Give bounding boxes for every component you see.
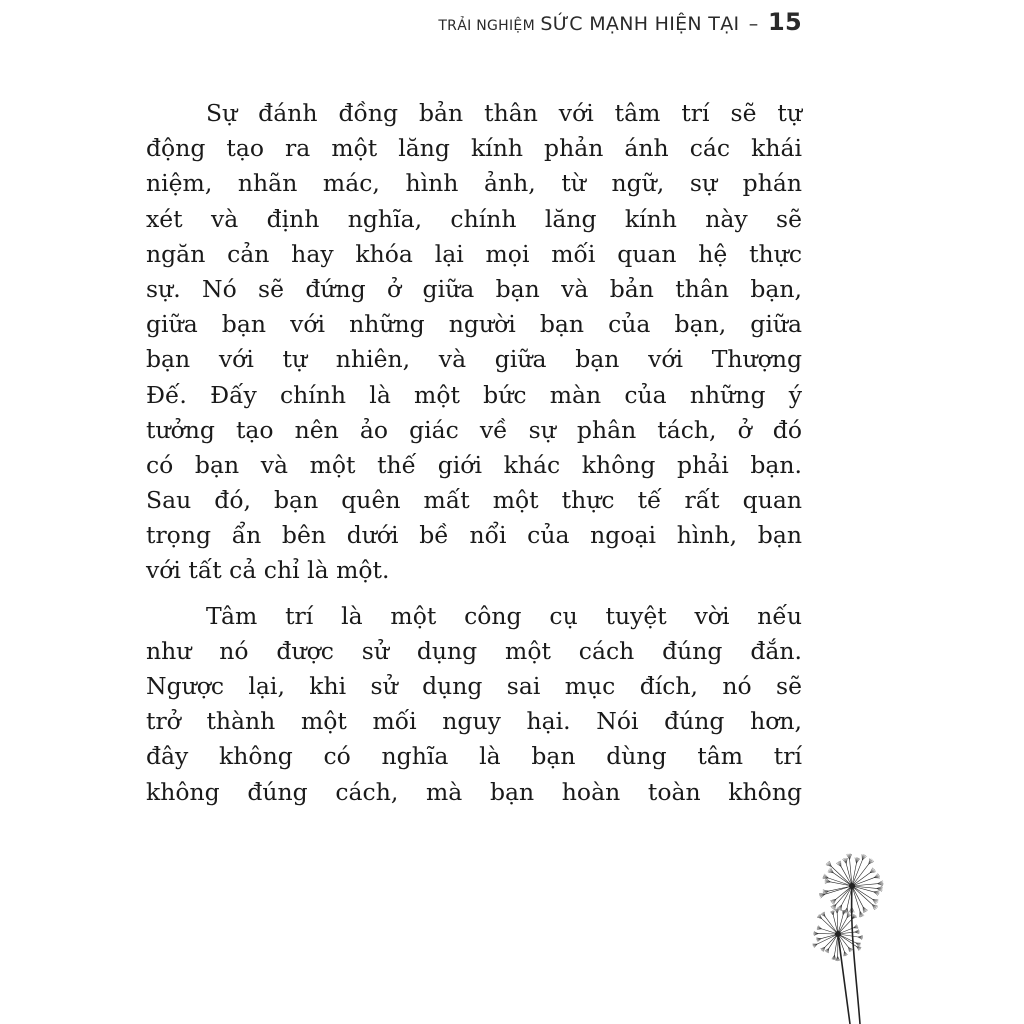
text-line: trọng ẩn bên dưới bề nổi của ngoại hình, bạn (146, 521, 802, 550)
text-line: Sự đánh đồng bản thân với tâm trí sẽ tự (206, 99, 802, 127)
paragraph-2 (146, 599, 802, 810)
paragraph-1 (146, 96, 802, 589)
text-line: không đúng cách, mà bạn hoàn toàn không (146, 777, 802, 806)
text-line: đây không có nghĩa là bạn dùng tâm trí (146, 742, 802, 771)
text-line: giữa bạn với những người bạn của bạn, giữa (146, 310, 802, 339)
text-line: với tất cả chỉ là một. (146, 556, 390, 585)
text-line: tưởng tạo nên ảo giác về sự phân tách, ở đó (146, 415, 802, 444)
dandelion-icon (800, 852, 900, 1024)
body-text (146, 96, 802, 810)
dandelion-head-top (819, 854, 883, 918)
text-line: trở thành một mối nguy hại. Nói đúng hơn, (146, 707, 802, 736)
page-number: 15 (768, 8, 802, 36)
running-head-dash: – (748, 13, 759, 35)
text-line: niệm, nhãn mác, hình ảnh, từ ngữ, sự phán (146, 169, 802, 198)
text-line: Ngược lại, khi sử dụng sai mục đích, nó sẽ (146, 672, 802, 700)
text-line: ngăn cản hay khóa lại mọi mối quan hệ thực (146, 239, 802, 268)
running-head-prefix: TRẢI NGHIỆM (438, 18, 535, 34)
text-line: bạn với tự nhiên, và giữa bạn với Thượng (146, 345, 802, 374)
dandelion-head-bottom (813, 909, 863, 962)
paragraph-gap (146, 589, 802, 599)
text-line: có bạn và một thế giới khác không phải bạn. (146, 450, 802, 479)
text-line: Sau đó, bạn quên mất một thực tế rất quan (146, 486, 802, 515)
text-line: Tâm trí là một công cụ tuyệt vời nếu (206, 601, 802, 630)
running-head-title: SỨC MẠNH HIỆN TẠI (540, 13, 740, 35)
text-line: Đế. Đấy chính là một bức màn của những ý (146, 380, 802, 409)
text-line: sự. Nó sẽ đứng ở giữa bạn và bản thân bạn, (146, 274, 802, 303)
text-line: xét và định nghĩa, chính lăng kính này sẽ (146, 204, 802, 233)
text-line: động tạo ra một lăng kính phản ánh các khái (146, 134, 802, 163)
running-head (438, 8, 802, 36)
text-line: như nó được sử dụng một cách đúng đắn. (146, 636, 802, 665)
